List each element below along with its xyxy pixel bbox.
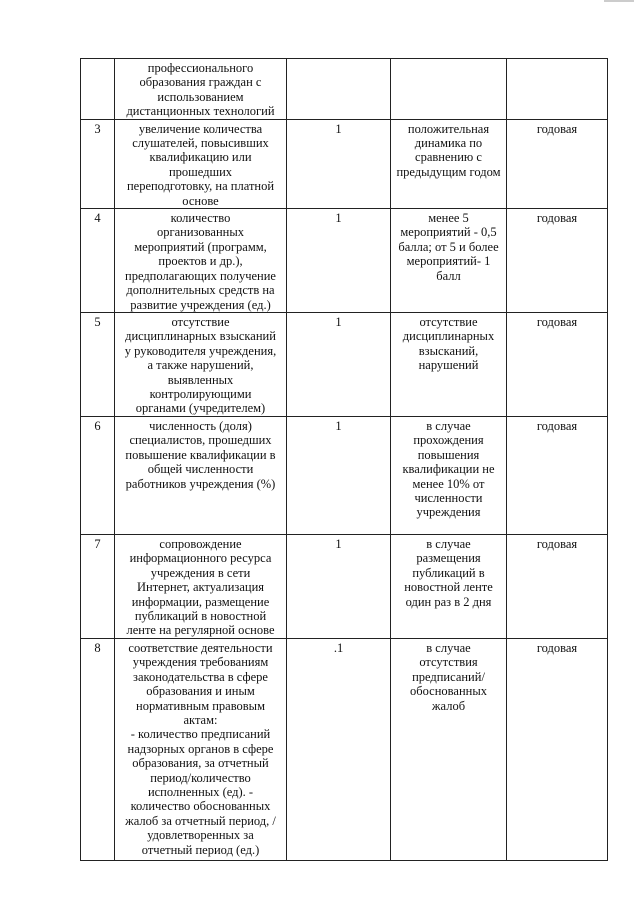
condition-text bbox=[391, 59, 507, 120]
criterion-text: количество организованных мероприятий (программ, проектов и др.), предполагающих получение дополнительных средств на развитие учреждения (ед.) bbox=[115, 209, 287, 313]
condition-text: отсутствие дисциплинарных взысканий, нарушений bbox=[391, 312, 507, 416]
condition-text: в случае прохождения повышения квалификации не менее 10% от численности учреждения bbox=[391, 416, 507, 534]
table-row bbox=[81, 59, 608, 120]
weight-value: .1 bbox=[287, 638, 391, 860]
row-number: 3 bbox=[81, 119, 115, 208]
criterion-text: отсутствие дисциплинарных взысканий у руководителя учреждения, а также нарушений, выявленных контролирующими органами (учредителем) bbox=[115, 312, 287, 416]
period-text: годовая bbox=[507, 312, 608, 416]
row-number: 5 bbox=[81, 312, 115, 416]
weight-value bbox=[287, 59, 391, 120]
condition-text: положительная динамика по сравнению с предыдущим годом bbox=[391, 119, 507, 208]
period-text bbox=[507, 59, 608, 120]
period-text: годовая bbox=[507, 416, 608, 534]
criteria-table bbox=[80, 58, 608, 861]
table-row bbox=[81, 534, 608, 638]
period-text: годовая bbox=[507, 119, 608, 208]
period-text: годовая bbox=[507, 534, 608, 638]
condition-text: в случае размещения публикаций в новостной ленте один раз в 2 дня bbox=[391, 534, 507, 638]
scan-edge-mark bbox=[604, 0, 634, 2]
row-number: 6 bbox=[81, 416, 115, 534]
row-number: 4 bbox=[81, 209, 115, 313]
criterion-text: сопровождение информационного ресурса учреждения в сети Интернет, актуализация информации, размещение публикаций в новостной ленте на регулярной основе bbox=[115, 534, 287, 638]
criterion-text: численность (доля) специалистов, прошедших повышение квалификации в общей численности работников учреждения (%) bbox=[115, 416, 287, 534]
row-number: 8 bbox=[81, 638, 115, 860]
weight-value: 1 bbox=[287, 119, 391, 208]
weight-value: 1 bbox=[287, 534, 391, 638]
criterion-text: увеличение количества слушателей, повысивших квалификацию или прошедших переподготовку, на платной основе bbox=[115, 119, 287, 208]
row-number bbox=[81, 59, 115, 120]
table-row bbox=[81, 209, 608, 313]
weight-value: 1 bbox=[287, 312, 391, 416]
row-number: 7 bbox=[81, 534, 115, 638]
criterion-text: профессионального образования граждан с использованием дистанционных технологий bbox=[115, 59, 287, 120]
table-row bbox=[81, 638, 608, 860]
weight-value: 1 bbox=[287, 209, 391, 313]
criterion-text: соответствие деятельности учреждения требованиям законодательства в сфере образования и иным нормативным правовым актам: - количество предписаний надзорных органов в сфере образования, за отчетный период/количество исполненных (ед). - количество обоснованных жалоб за отчетный период, / удовлетворенных за отчетный период (ед.) bbox=[115, 638, 287, 860]
condition-text: менее 5 мероприятий - 0,5 балла; от 5 и более мероприятий- 1 балл bbox=[391, 209, 507, 313]
period-text: годовая bbox=[507, 209, 608, 313]
weight-value: 1 bbox=[287, 416, 391, 534]
condition-text: в случае отсутствия предписаний/ обоснованных жалоб bbox=[391, 638, 507, 860]
table-row bbox=[81, 312, 608, 416]
period-text: годовая bbox=[507, 638, 608, 860]
table-row bbox=[81, 119, 608, 208]
table-row bbox=[81, 416, 608, 534]
